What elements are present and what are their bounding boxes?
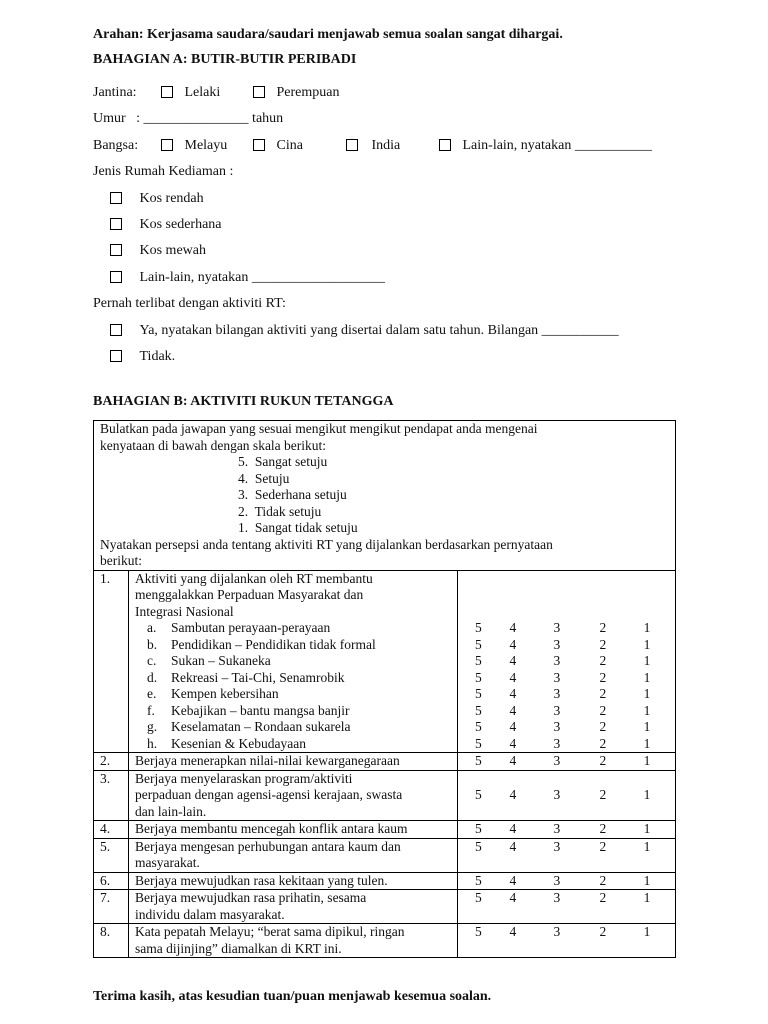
house-label: Jenis Rumah Kediaman :: [93, 164, 234, 179]
score-option[interactable]: 4: [509, 735, 517, 751]
table-row: [94, 821, 676, 839]
score-options[interactable]: [464, 736, 669, 753]
score-option[interactable]: 3: [553, 719, 561, 734]
score-option[interactable]: 4: [509, 719, 517, 734]
score-option[interactable]: 1: [643, 924, 651, 939]
scale-item: 1. Sangat tidak setuju: [238, 520, 358, 535]
item-statement: Berjaya membantu mencegah konflik antara kaum: [129, 821, 458, 839]
score-option[interactable]: 4: [509, 924, 517, 939]
score-option[interactable]: 2: [599, 669, 607, 685]
score-cell: [458, 872, 676, 890]
race-label: Bangsa:: [93, 138, 139, 153]
checkbox-icon[interactable]: [439, 139, 451, 151]
questionnaire-table: [93, 420, 676, 958]
score-option[interactable]: 1: [643, 787, 651, 802]
sub-item: g. Keselamatan – Rondaan sukarela: [147, 719, 351, 734]
rt-option-no[interactable]: Tidak.: [110, 349, 175, 365]
item-number: 5.: [94, 838, 129, 872]
checkbox-icon[interactable]: [110, 244, 122, 256]
score-cell: [458, 570, 676, 753]
score-option[interactable]: 3: [553, 669, 561, 685]
score-options[interactable]: [464, 637, 669, 654]
score-option[interactable]: 4: [509, 620, 517, 635]
score-option[interactable]: 3: [553, 872, 561, 888]
house-option-other[interactable]: Lain-lain, nyatakan ___________________: [110, 270, 385, 286]
score-option[interactable]: 1: [643, 686, 651, 701]
item-number: 6.: [94, 872, 129, 890]
item-statement: Berjaya mewujudkan rasa kekitaan yang tulen.: [129, 872, 458, 890]
score-option[interactable]: 2: [599, 735, 607, 751]
score-option[interactable]: 1: [643, 636, 651, 652]
race-option-melayu[interactable]: Melayu: [161, 138, 227, 154]
score-option[interactable]: 3: [553, 890, 561, 905]
scale-legend: [238, 454, 669, 537]
prompt-text: Nyatakan persepsi anda tentang aktiviti RT yang dijalankan berdasarkan pernyataan: [100, 536, 553, 552]
score-option[interactable]: 5: [474, 636, 482, 652]
checkbox-icon[interactable]: [110, 324, 122, 336]
checkbox-icon[interactable]: [110, 271, 122, 283]
checkbox-icon[interactable]: [110, 350, 122, 362]
score-cell: [458, 821, 676, 839]
gender-option-male[interactable]: Lelaki: [161, 85, 220, 101]
score-option[interactable]: 2: [599, 787, 607, 802]
table-row: [94, 570, 676, 753]
item-number: 2.: [94, 753, 129, 771]
intro-text: kenyataan di bawah dengan skala berikut:: [100, 437, 327, 453]
score-option[interactable]: 5: [474, 787, 482, 802]
score-option[interactable]: 4: [509, 753, 517, 768]
score-option[interactable]: 2: [599, 890, 607, 905]
score-option[interactable]: 4: [509, 838, 517, 854]
score-options[interactable]: [464, 753, 669, 770]
score-option[interactable]: 2: [599, 636, 607, 652]
score-options[interactable]: [464, 719, 669, 736]
table-row: [94, 770, 676, 821]
score-option[interactable]: 2: [599, 702, 607, 718]
score-option[interactable]: 2: [599, 686, 607, 701]
score-option[interactable]: 1: [643, 872, 651, 888]
score-option[interactable]: 4: [509, 787, 517, 802]
sub-item: c. Sukan – Sukaneka: [147, 653, 271, 668]
score-option[interactable]: 5: [474, 669, 482, 685]
sub-item: f. Kebajikan – bantu mangsa banjir: [147, 702, 350, 718]
score-option[interactable]: 3: [553, 686, 561, 701]
score-option[interactable]: 1: [643, 653, 651, 668]
score-options[interactable]: [464, 653, 669, 670]
score-options[interactable]: [464, 686, 669, 703]
score-option[interactable]: 3: [553, 924, 561, 939]
scale-item: 2. Tidak setuju: [238, 503, 322, 519]
score-option[interactable]: 4: [509, 821, 517, 836]
score-option[interactable]: 1: [643, 735, 651, 751]
table-intro: [94, 421, 676, 571]
item-statement: Berjaya mewujudkan rasa prihatin, sesama individu dalam masyarakat.: [129, 890, 458, 924]
score-options[interactable]: [464, 821, 669, 838]
score-option[interactable]: 3: [553, 753, 561, 768]
score-option[interactable]: 4: [509, 686, 517, 701]
score-cell: [458, 838, 676, 872]
score-option[interactable]: 1: [643, 702, 651, 718]
table-row: [94, 924, 676, 958]
item-statement: Aktiviti yang dijalankan oleh RT membantu menggalakkan Perpaduan Masyarakat dan Integrasi Nasional a. Sambutan perayaan-perayaan b. Pendidikan – Pendidikan tidak formal c. Sukan – Sukaneka d. Rekreasi – Tai-Chi, Senamrobik e. Kempen kebersihan f. Kebajikan – bantu mangsa banjir g. Keselamatan – Rondaan sukarela h. Kesenian & Kebudayaan: [129, 570, 458, 753]
table-row: [94, 838, 676, 872]
score-option[interactable]: 5: [474, 735, 482, 751]
score-option[interactable]: 3: [553, 702, 561, 718]
section-b-title: BAHAGIAN B: AKTIVITI RUKUN TETANGGA: [93, 394, 394, 409]
checkbox-icon[interactable]: [161, 139, 173, 151]
checkbox-icon[interactable]: [161, 86, 173, 98]
item-number: 7.: [94, 890, 129, 924]
checkbox-icon[interactable]: [110, 218, 122, 230]
score-options[interactable]: [464, 873, 669, 890]
house-option-luxury[interactable]: Kos mewah: [110, 243, 206, 259]
score-option[interactable]: 4: [509, 702, 517, 718]
score-option[interactable]: 5: [474, 890, 482, 905]
score-cell: [458, 924, 676, 958]
sub-item: d. Rekreasi – Tai-Chi, Senamrobik: [147, 669, 345, 685]
checkbox-icon[interactable]: [253, 139, 265, 151]
score-option[interactable]: 4: [509, 653, 517, 668]
table-row: [94, 872, 676, 890]
item-statement: Berjaya mengesan perhubungan antara kaum dan masyarakat.: [129, 838, 458, 872]
closing-text: Terima kasih, atas kesudian tuan/puan menjawab kesemua soalan.: [93, 989, 492, 1004]
score-options[interactable]: [464, 787, 669, 804]
score-option[interactable]: 4: [509, 890, 517, 905]
score-option[interactable]: 5: [474, 653, 482, 668]
gender-option-female[interactable]: Perempuan: [253, 85, 339, 101]
score-option[interactable]: 4: [509, 872, 517, 888]
score-option[interactable]: 3: [553, 787, 561, 802]
score-option[interactable]: 5: [474, 702, 482, 718]
house-option-medium[interactable]: Kos sederhana: [110, 217, 222, 233]
sub-item: e. Kempen kebersihan: [147, 686, 279, 701]
score-options[interactable]: [464, 670, 669, 687]
score-option[interactable]: 3: [553, 821, 561, 836]
scale-item: 3. Sederhana setuju: [238, 487, 347, 502]
intro-text: Bulatkan pada jawapan yang sesuai mengikut mengikut pendapat anda mengenai: [100, 421, 538, 436]
score-option[interactable]: 1: [643, 753, 651, 768]
checkbox-icon[interactable]: [346, 139, 358, 151]
rt-label: Pernah terlibat dengan aktiviti RT:: [93, 296, 286, 311]
score-option[interactable]: 4: [509, 636, 517, 652]
rt-option-yes[interactable]: Ya, nyatakan bilangan aktiviti yang disertai dalam satu tahun. Bilangan ___________: [110, 323, 619, 339]
score-option[interactable]: 2: [599, 872, 607, 888]
score-option[interactable]: 3: [553, 735, 561, 751]
score-option[interactable]: 2: [599, 653, 607, 668]
score-cell: [458, 753, 676, 771]
score-options[interactable]: [464, 703, 669, 720]
item-number: 1.: [94, 570, 129, 753]
race-option-india[interactable]: India: [346, 138, 400, 154]
score-option[interactable]: 3: [553, 620, 561, 635]
score-options[interactable]: [464, 839, 669, 856]
race-option-cina[interactable]: Cina: [253, 138, 303, 154]
section-a-title: BAHAGIAN A: BUTIR-BUTIR PERIBADI: [93, 52, 357, 67]
score-option[interactable]: 5: [474, 821, 482, 836]
score-option[interactable]: 3: [553, 636, 561, 652]
score-options[interactable]: [464, 890, 669, 907]
score-option[interactable]: 2: [599, 838, 607, 854]
item-statement: Kata pepatah Melayu; “berat sama dipikul, ringan sama dijinjing” diamalkan di KRT ini.: [129, 924, 458, 958]
gender-label: Jantina:: [93, 85, 137, 100]
sub-item: h. Kesenian & Kebudayaan: [147, 735, 306, 751]
score-cell: [458, 890, 676, 924]
item-statement: Berjaya menyelaraskan program/aktiviti perpaduan dengan agensi-agensi kerajaan, swasta dan lain-lain.: [129, 770, 458, 821]
score-option[interactable]: 1: [643, 620, 651, 635]
instruction-text: Arahan: Kerjasama saudara/saudari menjawab semua soalan sangat dihargai.: [93, 27, 563, 42]
score-option[interactable]: 1: [643, 669, 651, 685]
race-option-other[interactable]: Lain-lain, nyatakan ___________: [439, 138, 652, 154]
score-option[interactable]: 2: [599, 924, 607, 939]
item-number: 4.: [94, 821, 129, 839]
score-option[interactable]: 5: [474, 924, 482, 939]
score-option[interactable]: 1: [643, 719, 651, 734]
score-option[interactable]: 4: [509, 669, 517, 685]
score-options[interactable]: [464, 924, 669, 941]
score-option[interactable]: 5: [474, 753, 482, 768]
score-option[interactable]: 3: [553, 653, 561, 668]
item-number: 3.: [94, 770, 129, 821]
score-option[interactable]: 2: [599, 753, 607, 768]
score-option[interactable]: 1: [643, 890, 651, 905]
prompt-text: berikut:: [100, 553, 142, 568]
scale-item: 4. Setuju: [238, 470, 290, 486]
item-statement: Berjaya menerapkan nilai-nilai kewarganegaraan: [129, 753, 458, 771]
checkbox-icon[interactable]: [253, 86, 265, 98]
table-row: [94, 890, 676, 924]
score-option[interactable]: 5: [474, 719, 482, 734]
score-option[interactable]: 2: [599, 719, 607, 734]
checkbox-icon[interactable]: [110, 192, 122, 204]
score-option[interactable]: 5: [474, 686, 482, 701]
score-option[interactable]: 2: [599, 620, 607, 635]
table-row: [94, 753, 676, 771]
score-option[interactable]: 3: [553, 838, 561, 854]
age-field[interactable]: Umur : _______________ tahun: [93, 111, 284, 126]
score-option[interactable]: 5: [474, 620, 482, 635]
score-option[interactable]: 2: [599, 821, 607, 836]
scale-item: 5. Sangat setuju: [238, 454, 328, 469]
score-option[interactable]: 5: [474, 872, 482, 888]
score-cell: [458, 770, 676, 821]
sub-item: b. Pendidikan – Pendidikan tidak formal: [147, 636, 376, 652]
score-options[interactable]: [464, 620, 669, 637]
score-option[interactable]: 1: [643, 838, 651, 854]
score-option[interactable]: 5: [474, 838, 482, 854]
sub-item: a. Sambutan perayaan-perayaan: [147, 620, 331, 635]
score-option[interactable]: 1: [643, 821, 651, 836]
item-number: 8.: [94, 924, 129, 958]
house-option-low[interactable]: Kos rendah: [110, 191, 204, 207]
